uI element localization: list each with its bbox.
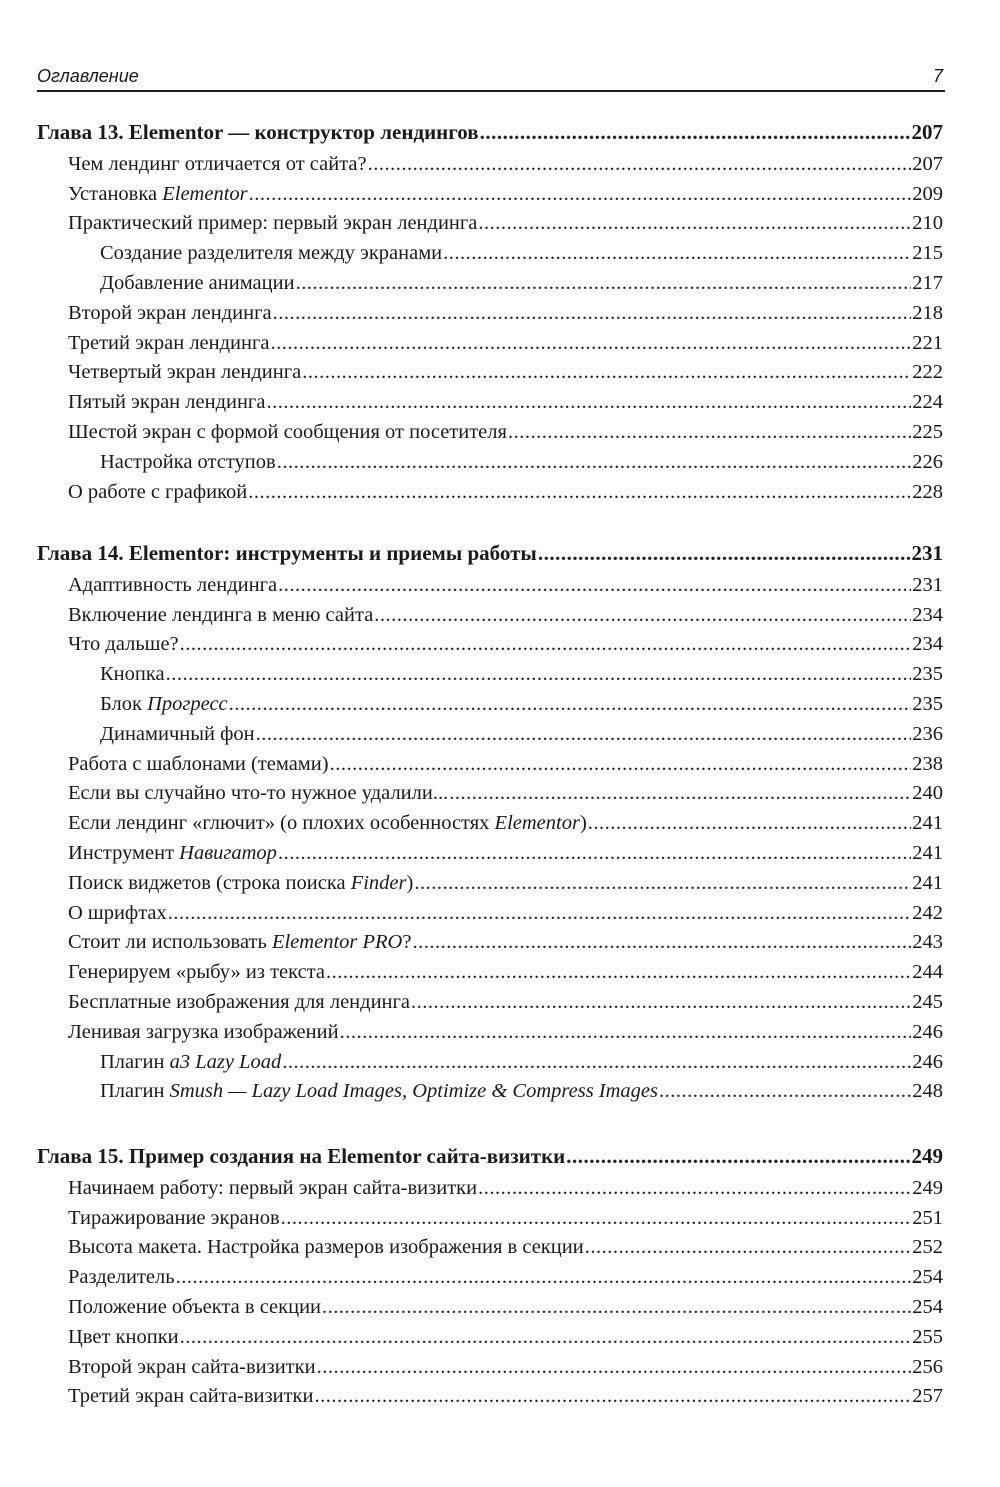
dot-leader	[449, 778, 911, 808]
entry-page: 210	[912, 212, 943, 235]
entry-page: 209	[912, 182, 943, 205]
dot-leader	[538, 538, 911, 568]
entry-page: 231	[912, 573, 943, 596]
section-entry	[0, 1292, 1000, 1322]
entry-title-text: Пятый экран лендинга	[68, 391, 266, 414]
entry-title	[68, 927, 411, 957]
entry-title	[100, 268, 295, 298]
entry-title	[68, 298, 272, 328]
section-entry	[0, 1352, 1000, 1382]
entry-title-text: Бесплатные изображения для лендинга	[68, 991, 411, 1013]
entry-title-italic: Elementor	[494, 812, 580, 835]
entry-title-text: Плагин	[100, 1080, 170, 1103]
dot-leader	[302, 357, 911, 387]
entry-title-text: Цвет кнопки	[68, 1325, 179, 1348]
entry-title-text: Если вы случайно что-то нужное удалили...	[68, 782, 449, 805]
subsection-entry	[0, 719, 1000, 749]
entry-page: 254	[912, 1296, 943, 1318]
section-entry	[0, 387, 1000, 417]
subsection-entry	[0, 659, 1000, 689]
entry-page: 221	[912, 331, 943, 354]
dot-leader	[659, 1076, 911, 1106]
entry-title-text: Шестой экран с формой сообщения от посетителя	[68, 421, 507, 443]
entry-page: 254	[912, 1266, 943, 1289]
subsection-entry	[0, 268, 1000, 298]
dot-leader	[278, 570, 911, 600]
entry-title-text: Инструмент	[68, 842, 180, 864]
entry-title	[68, 208, 477, 238]
entry-title	[100, 719, 255, 749]
section-entry	[0, 898, 1000, 928]
section-entry	[0, 477, 1000, 507]
entry-page: 236	[912, 722, 943, 745]
entry-title-text: Адаптивность лендинга	[68, 573, 278, 596]
entry-title-suffix: )	[579, 812, 587, 835]
section-entry	[0, 149, 1000, 179]
section-entry	[0, 1173, 1000, 1203]
entry-title	[68, 957, 325, 987]
chapter-page: 207	[911, 120, 943, 144]
chapter-heading	[0, 117, 1000, 147]
dot-leader	[508, 417, 911, 447]
entry-title-text: Работа с шаблонами (темами)	[68, 752, 329, 775]
entry-title-text: Установка	[68, 182, 163, 205]
entry-page: 241	[912, 871, 943, 894]
entry-page: 248	[912, 1080, 943, 1103]
entry-title	[68, 629, 179, 659]
entry-title	[68, 570, 277, 600]
entry-title	[100, 659, 165, 689]
entry-title	[68, 778, 448, 808]
chapter-page: 231	[911, 541, 943, 565]
dot-leader	[278, 838, 911, 868]
entry-title	[68, 868, 413, 898]
dot-leader	[180, 1322, 912, 1352]
entry-page: 251	[912, 1206, 943, 1229]
entry-title	[68, 149, 367, 179]
entry-title	[68, 1203, 280, 1233]
entry-title	[68, 1262, 175, 1292]
entry-title-text: Четвертый экран лендинга	[68, 361, 302, 384]
dot-leader	[588, 808, 911, 838]
dot-leader	[296, 268, 912, 298]
entry-title-text: Ленивая загрузка изображений	[68, 1020, 339, 1043]
entry-title-text: О работе с графикой	[68, 480, 248, 503]
entry-title-text: Практический пример: первый экран лендинга	[68, 212, 478, 235]
subsection-entry	[0, 238, 1000, 268]
entry-title-text: Если лендинг «глючит» (о плохих особенностях	[68, 812, 495, 835]
section-entry	[0, 328, 1000, 358]
entry-title-text: Блок	[100, 693, 148, 715]
dot-leader	[340, 1017, 912, 1047]
entry-title-text: Включение лендинга в меню сайта	[68, 603, 374, 626]
entry-title-text: Разделитель	[68, 1266, 175, 1289]
entry-title-text: Чем лендинг отличается от сайта?	[68, 152, 367, 175]
dot-leader	[168, 898, 911, 928]
entry-title	[68, 987, 410, 1017]
entry-title-text: Что дальше?	[68, 633, 179, 656]
entry-title-text: Третий экран лендинга	[68, 331, 270, 354]
section-entry	[0, 179, 1000, 209]
chapter-title: Глава 13. Elementor — конструктор лендингов	[37, 120, 479, 144]
entry-page: 207	[912, 152, 943, 175]
chapter-page: 249	[911, 1144, 943, 1168]
entry-title-text: Настройка отступов	[100, 450, 276, 473]
entry-page: 235	[912, 693, 943, 715]
entry-page: 235	[912, 663, 943, 686]
entry-page: 255	[912, 1325, 943, 1348]
dot-leader	[176, 1262, 912, 1292]
entry-title	[68, 808, 587, 838]
section-entry	[0, 570, 1000, 600]
entry-title-text: Динамичный фон	[100, 722, 255, 745]
entry-title	[68, 600, 373, 630]
running-header	[37, 64, 945, 92]
section-entry	[0, 208, 1000, 238]
section-entry	[0, 298, 1000, 328]
chapter-title: Глава 14. Elementor: инструменты и приемы работы	[37, 541, 537, 565]
entry-page: 234	[912, 633, 943, 656]
subsection-entry	[0, 689, 1000, 719]
entry-title	[100, 1047, 281, 1077]
entry-page: 225	[912, 421, 943, 443]
subsection-entry	[0, 1076, 1000, 1106]
entry-page: 241	[912, 812, 943, 835]
section-entry	[0, 957, 1000, 987]
entry-title	[68, 1173, 477, 1203]
chapter-heading	[0, 1141, 1000, 1171]
entry-title	[68, 1352, 316, 1382]
entry-title	[68, 179, 248, 209]
dot-leader	[229, 689, 912, 719]
section-entry	[0, 868, 1000, 898]
entry-title-text: Плагин	[100, 1050, 170, 1073]
section-entry	[0, 357, 1000, 387]
entry-title-italic: Finder	[350, 871, 407, 894]
entry-title-text: Положение объекта в секции	[68, 1296, 322, 1318]
entry-title	[100, 238, 442, 268]
entry-page: 215	[912, 242, 943, 265]
entry-title	[68, 1232, 584, 1262]
entry-page: 242	[912, 901, 943, 924]
section-entry	[0, 417, 1000, 447]
entry-title-text: Генерируем «рыбу» из текста	[68, 961, 326, 984]
dot-leader	[248, 477, 911, 507]
dot-leader	[412, 927, 911, 957]
entry-title	[68, 898, 167, 928]
section-entry	[0, 629, 1000, 659]
section-entry	[0, 749, 1000, 779]
section-entry	[0, 600, 1000, 630]
entry-title	[68, 1381, 313, 1411]
entry-page: 243	[912, 931, 943, 954]
entry-page: 224	[912, 391, 943, 414]
entry-title	[68, 477, 247, 507]
dot-leader	[166, 659, 912, 689]
chapter-title: Глава 15. Пример создания на Elementor сайта-визитки	[37, 1144, 566, 1168]
section-entry	[0, 927, 1000, 957]
dot-leader	[281, 1203, 912, 1233]
section-entry	[0, 778, 1000, 808]
entry-page: 249	[912, 1176, 943, 1199]
entry-title	[68, 838, 277, 868]
entry-page: 257	[912, 1385, 943, 1408]
section-entry	[0, 987, 1000, 1017]
entry-title	[100, 689, 228, 719]
running-header-title: Оглавление	[37, 66, 139, 86]
section-entry	[0, 808, 1000, 838]
dot-leader	[273, 298, 912, 328]
dot-leader	[585, 1232, 912, 1262]
entry-page: 234	[912, 603, 943, 626]
entry-title-text: Добавление анимации	[100, 272, 295, 294]
dot-leader	[414, 868, 911, 898]
page-number: 7	[932, 66, 943, 86]
entry-title-text: Создание разделителя между экранами	[100, 242, 443, 265]
entry-title	[68, 1017, 339, 1047]
entry-title-italic: a3 Lazy Load	[169, 1050, 282, 1073]
entry-page: 244	[912, 961, 943, 984]
entry-title-text: Второй экран лендинга	[68, 301, 272, 324]
dot-leader	[317, 1352, 912, 1382]
dot-leader	[256, 719, 912, 749]
chapter-heading	[0, 538, 1000, 568]
section-entry	[0, 1203, 1000, 1233]
dot-leader	[282, 1047, 911, 1077]
entry-title-italic: Прогресс	[147, 693, 228, 715]
section-entry	[0, 1017, 1000, 1047]
entry-title	[68, 1322, 179, 1352]
subsection-entry	[0, 1047, 1000, 1077]
dot-leader	[374, 600, 911, 630]
entry-page: 256	[912, 1355, 943, 1378]
dot-leader	[266, 387, 911, 417]
entry-page: 241	[912, 842, 943, 864]
dot-leader	[478, 1173, 911, 1203]
entry-title	[68, 328, 270, 358]
entry-page: 222	[912, 361, 943, 384]
entry-title-text: Начинаем работу: первый экран сайта-визитки	[68, 1176, 478, 1199]
section-entry	[0, 1381, 1000, 1411]
entry-title-suffix: )	[406, 871, 414, 894]
entry-page: 240	[912, 782, 943, 805]
dot-leader	[478, 208, 911, 238]
entry-title-text: Стоит ли использовать	[68, 931, 272, 954]
entry-title	[68, 357, 301, 387]
entry-page: 245	[912, 991, 943, 1013]
entry-page: 252	[912, 1236, 943, 1259]
entry-title	[100, 1076, 658, 1106]
dot-leader	[443, 238, 911, 268]
section-entry	[0, 838, 1000, 868]
entry-title-italic: Навигатор	[179, 842, 277, 864]
entry-title-text: Кнопка	[100, 663, 165, 686]
entry-title-text: Второй экран сайта-визитки	[68, 1355, 316, 1378]
entry-page: 218	[912, 301, 943, 324]
entry-title-italic: Elementor	[162, 182, 248, 205]
entry-title-text: Тиражирование экранов	[68, 1206, 280, 1229]
entry-title	[68, 1292, 321, 1322]
entry-title-italic: Smush — Lazy Load Images, Optimize & Compress Images	[169, 1080, 659, 1103]
entry-page: 226	[912, 450, 943, 473]
dot-leader	[480, 117, 911, 147]
entry-page: 228	[912, 480, 943, 503]
dot-leader	[566, 1141, 910, 1171]
dot-leader	[368, 149, 912, 179]
section-entry	[0, 1262, 1000, 1292]
dot-leader	[322, 1292, 911, 1322]
dot-leader	[277, 447, 912, 477]
entry-title-italic: Elementor PRO	[271, 931, 403, 954]
dot-leader	[330, 749, 912, 779]
entry-title-text: О шрифтах	[68, 901, 167, 924]
entry-title-text: Высота макета. Настройка размеров изображения в секции	[68, 1236, 584, 1259]
entry-title-text: Третий экран сайта-визитки	[68, 1385, 314, 1408]
dot-leader	[249, 179, 912, 209]
dot-leader	[271, 328, 912, 358]
entry-page: 246	[912, 1050, 943, 1073]
section-entry	[0, 1232, 1000, 1262]
entry-title	[100, 447, 276, 477]
entry-page: 238	[912, 752, 943, 775]
subsection-entry	[0, 447, 1000, 477]
dot-leader	[411, 987, 911, 1017]
entry-page: 246	[912, 1020, 943, 1043]
entry-title	[68, 749, 329, 779]
dot-leader	[180, 629, 912, 659]
entry-title	[68, 417, 507, 447]
section-entry	[0, 1322, 1000, 1352]
dot-leader	[326, 957, 911, 987]
dot-leader	[314, 1381, 911, 1411]
entry-title-text: Поиск виджетов (строка поиска	[68, 871, 351, 894]
entry-page: 217	[912, 272, 943, 294]
entry-title-suffix: ?	[402, 931, 412, 954]
entry-title	[68, 387, 265, 417]
